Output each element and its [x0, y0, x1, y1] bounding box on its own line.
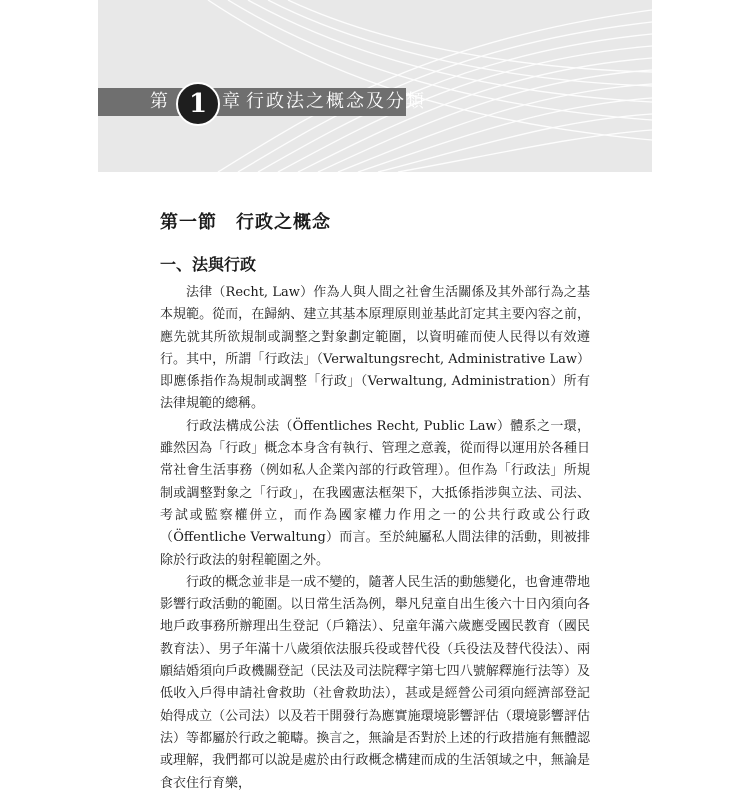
chapter-header-band — [98, 0, 652, 172]
chapter-prefix: 第 — [150, 91, 168, 112]
chapter-title: 行政法之概念及分類 — [246, 91, 426, 112]
chapter-suffix: 章 — [222, 91, 240, 112]
chapter-number-badge: 1 — [176, 82, 220, 126]
paragraph: 行政的概念並非是一成不變的，隨著人民生活的動態變化，也會連帶地影響行政活動的範圍。以日常生活為例，舉凡兒童自出生後六十日內須向各地戶政事務所辦理出生登記（戶籍法）、兒童年滿六歲應受國民教育（國民教育法）、男子年滿十八歲須依法服兵役或替代役（兵役法及替代役法）、兩願結婚須向戶政機關登記（民法及司法院釋字第七四八號解釋施行法等）及低收入戶得申請社會救助（社會救助法），甚或是經營公司須向經濟部登記始得成立（公司法）以及若干開發行為應實施環境影響評估（環境影響評估法）等都屬於行政之範疇。換言之，無論是否對於上述的行政措施有無體認或理解，我們都可以說是處於由行政概念構建而成的生活領域之中，無論是食衣住行育樂， — [160, 574, 590, 791]
decorative-wave-lines — [98, 0, 652, 172]
paragraph: 法律（Recht, Law）作為人與人間之社會生活關係及其外部行為之基本規範。從而，在歸納、建立其基本原理原則並基此訂定其主要內容之前，應先就其所欲規制或調整之對象劃定範圍，以資明確而使人民得以有效遵行。其中，所謂「行政法」（Verwaltungsrecht, Administrative Law）即應係指作為規制或調整「行政」（Verwaltung, Administration）所有法律規範的總稱。 — [160, 285, 590, 412]
section-title: 第一節 行政之概念 — [160, 212, 331, 233]
paragraph: 行政法構成公法（Öffentliches Recht, Public Law）體系之一環，雖然因為「行政」概念本身含有執行、管理之意義，從而得以運用於各種日常社會生活事務（例如私人企業內部的行政管理）。但作為「行政法」所規制或調整對象之「行政」，在我國憲法框架下，大抵係指涉與立法、司法、考試或監察權併立，而作為國家權力作用之一的公共行政或公行政（Öffentliche Verwaltung）而言。至於純屬私人間法律的活動，則被排除於行政法的射程範圍之外。 — [160, 418, 590, 568]
subsection-title: 一、法與行政 — [160, 255, 257, 274]
body-text — [160, 282, 590, 795]
